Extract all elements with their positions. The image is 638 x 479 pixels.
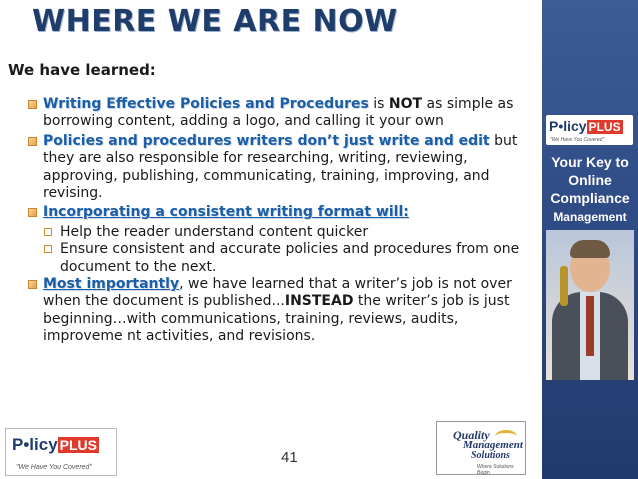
bullet-text: , we have learned that a writer’s job is not over when the document is published... [43, 276, 512, 310]
quality-management-solutions-logo [436, 421, 526, 475]
sub-bullet-item [42, 224, 527, 241]
bullet-text: as simple as borrowing content, adding a logo, and calling it your own [43, 96, 514, 130]
bullet-bold: INSTEAD [284, 293, 354, 310]
bullet-text: but they are also responsible for researching, writing, reviewing, approving, publishing, communicating, training, improving, and revising. [43, 132, 518, 202]
bullet-list [27, 96, 527, 348]
sidebar-line-3: Compliance [550, 190, 630, 206]
page-number: 41 [281, 449, 298, 466]
hollow-square-bullet-icon [44, 245, 52, 253]
slide-title: WHERE WE ARE NOW [32, 4, 398, 39]
bullet-item [27, 133, 527, 203]
bullet-highlight: Incorporating a consistent writing format will: [43, 204, 409, 221]
bullet-item [27, 276, 527, 346]
square-bullet-icon [28, 137, 37, 146]
logo-line-1: Quality [453, 428, 490, 442]
sidebar-line-4: Management [553, 210, 627, 224]
square-bullet-icon [28, 280, 37, 289]
logo-line-2: Management [463, 439, 523, 451]
logo-plus-text: PLUS [588, 120, 621, 134]
logo-tagline: Where Solutions Begin [477, 464, 514, 476]
sub-bullet-text: Ensure consistent and accurate policies and procedures from one document to the next. [60, 241, 520, 275]
logo-policy-text: P•licy [12, 435, 58, 454]
sub-bullet-item [42, 241, 527, 276]
policyplus-logo [546, 115, 633, 145]
businessman-photo [546, 230, 634, 380]
bullet-bold: NOT [388, 96, 423, 112]
bullet-highlight: Most importantly [43, 276, 180, 293]
intro-text: We have learned: [8, 61, 156, 79]
logo-tagline: "We Have You Covered" [550, 137, 605, 143]
sub-bullet-text: Help the reader understand content quicker [60, 223, 369, 240]
key-icon [560, 266, 568, 306]
footer-policyplus-logo [5, 428, 117, 476]
logo-policy-text: P•licy [549, 118, 587, 134]
hollow-square-bullet-icon [44, 228, 52, 236]
sidebar-line-2: Online [568, 172, 612, 188]
bullet-highlight: Policies and procedures writers don’t just write and edit [43, 132, 490, 149]
logo-line-3: Solutions [471, 450, 510, 461]
bullet-text: the writer’s job is just beginning…with communications, training, reviews, audits, improveme nt activities, and revisions. [43, 293, 510, 345]
square-bullet-icon [28, 100, 37, 109]
bullet-text: is [368, 96, 389, 112]
bullet-item [27, 204, 527, 221]
bullet-item [27, 96, 527, 131]
square-bullet-icon [28, 208, 37, 217]
logo-tagline: "We Have You Covered" [16, 464, 92, 471]
sidebar-panel [542, 0, 638, 479]
logo-plus-text: PLUS [59, 437, 97, 453]
sidebar-line-1: Your Key to [551, 154, 629, 170]
bullet-highlight: Writing Effective Policies and Procedures [43, 96, 369, 112]
